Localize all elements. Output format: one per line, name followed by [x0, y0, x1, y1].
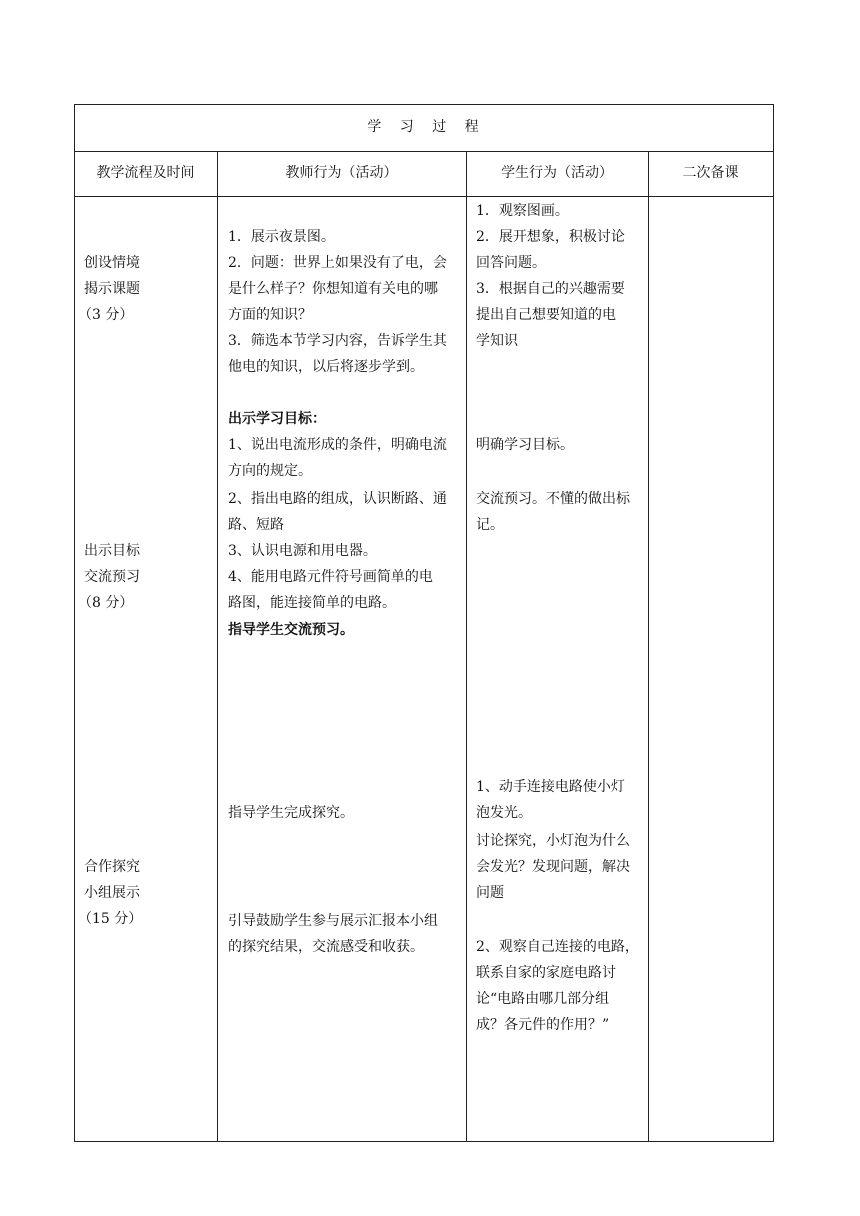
- stage-3-line-3: （15 分）: [78, 911, 143, 927]
- student-4-line-4: 会发光？发现问题，解决: [476, 859, 630, 875]
- student-5-line-2: 联系自家的家庭电路讨: [476, 965, 616, 981]
- second-prep-cell: [649, 197, 773, 1141]
- table-border-top: [74, 104, 774, 105]
- teacher-2-heading: 出示学习目标：: [228, 411, 326, 427]
- teacher-2-line-1: 1、说出电流形成的条件，明确电流: [228, 437, 447, 453]
- student-4-line-2: 泡发光。: [476, 805, 532, 821]
- teacher-2-closing: 指导学生交流预习。: [228, 622, 354, 638]
- stage-2-line-1: 出示目标: [84, 543, 140, 559]
- stage-1-line-3: （3 分）: [78, 307, 134, 323]
- stage-1-line-1: 创设情境: [84, 255, 140, 271]
- stage-3-line-2: 小组展示: [84, 885, 140, 901]
- student-1-line-2: 2．展开想象，积极讨论: [476, 229, 625, 245]
- table-border-left: [74, 104, 75, 1142]
- teacher-2-line-5: 3、认识电源和用电器。: [228, 543, 377, 559]
- student-1-line-3: 回答问题。: [476, 255, 546, 271]
- teacher-1-line-3: 是什么样子？你想知道有关电的哪: [228, 281, 438, 297]
- table-title: 学 习 过 程: [367, 119, 481, 135]
- student-1-line-6: 学知识: [476, 333, 518, 349]
- student-1-line-1: 1．观察图画。: [476, 203, 569, 219]
- student-1-line-4: 3．根据自己的兴趣需要: [476, 281, 625, 297]
- stage-2-line-2: 交流预习: [84, 569, 140, 585]
- student-2-line: 明确学习目标。: [476, 437, 574, 453]
- teacher-2-line-3: 2、指出电路的组成，认识断路、通: [228, 491, 447, 507]
- table-title-divider: [74, 151, 774, 152]
- student-4-line-5: 问题: [476, 885, 504, 901]
- student-5-line-4: 成？各元件的作用？”: [476, 1017, 610, 1033]
- stage-3-line-1: 合作探究: [84, 859, 140, 875]
- teacher-1-line-2: 2．问题：世界上如果没有了电，会: [228, 255, 447, 271]
- student-3-line-2: 记。: [476, 517, 504, 533]
- student-4-line-1: 1、动手连接电路使小灯: [476, 779, 625, 795]
- teacher-1-line-4: 方面的知识？: [228, 307, 312, 323]
- header-flow-time: 教学流程及时间: [96, 165, 195, 181]
- student-1-line-5: 提出自己想要知道的电: [476, 307, 616, 323]
- teacher-1-line-6: 他电的知识，以后将逐步学到。: [228, 359, 424, 375]
- teacher-4-line-2: 的探究结果，交流感受和收获。: [228, 939, 424, 955]
- header-teacher-activity: 教师行为（活动）: [285, 165, 398, 181]
- header-second-prep: 二次备课: [682, 165, 739, 181]
- teacher-1-line-1: 1．展示夜景图。: [228, 229, 335, 245]
- student-5-line-1: 2、观察自己连接的电路，: [476, 939, 639, 955]
- stage-2-line-3: （8 分）: [78, 595, 134, 611]
- table-border-bottom: [74, 1141, 774, 1142]
- stage-1-line-2: 揭示课题: [84, 281, 140, 297]
- student-5-line-3: 论“电路由哪几部分组: [476, 991, 610, 1007]
- teacher-2-line-2: 方向的规定。: [228, 463, 312, 479]
- column-divider-1: [217, 151, 218, 1142]
- student-3-line-1: 交流预习。不懂的做出标: [476, 491, 630, 507]
- teacher-2-line-7: 路图，能连接简单的电路。: [228, 595, 396, 611]
- table-border-right: [773, 104, 774, 1142]
- teacher-4-line-1: 引导鼓励学生参与展示汇报本小组: [228, 913, 438, 929]
- teacher-2-line-6: 4、能用电路元件符号画简单的电: [228, 569, 433, 585]
- teacher-2-line-4: 路、短路: [228, 517, 284, 533]
- teacher-1-line-5: 3．筛选本节学习内容，告诉学生其: [228, 333, 447, 349]
- student-4-line-3: 讨论探究，小灯泡为什么: [476, 833, 630, 849]
- header-student-activity: 学生行为（活动）: [501, 165, 613, 181]
- column-divider-2: [466, 151, 467, 1142]
- teacher-3-line: 指导学生完成探究。: [228, 805, 354, 821]
